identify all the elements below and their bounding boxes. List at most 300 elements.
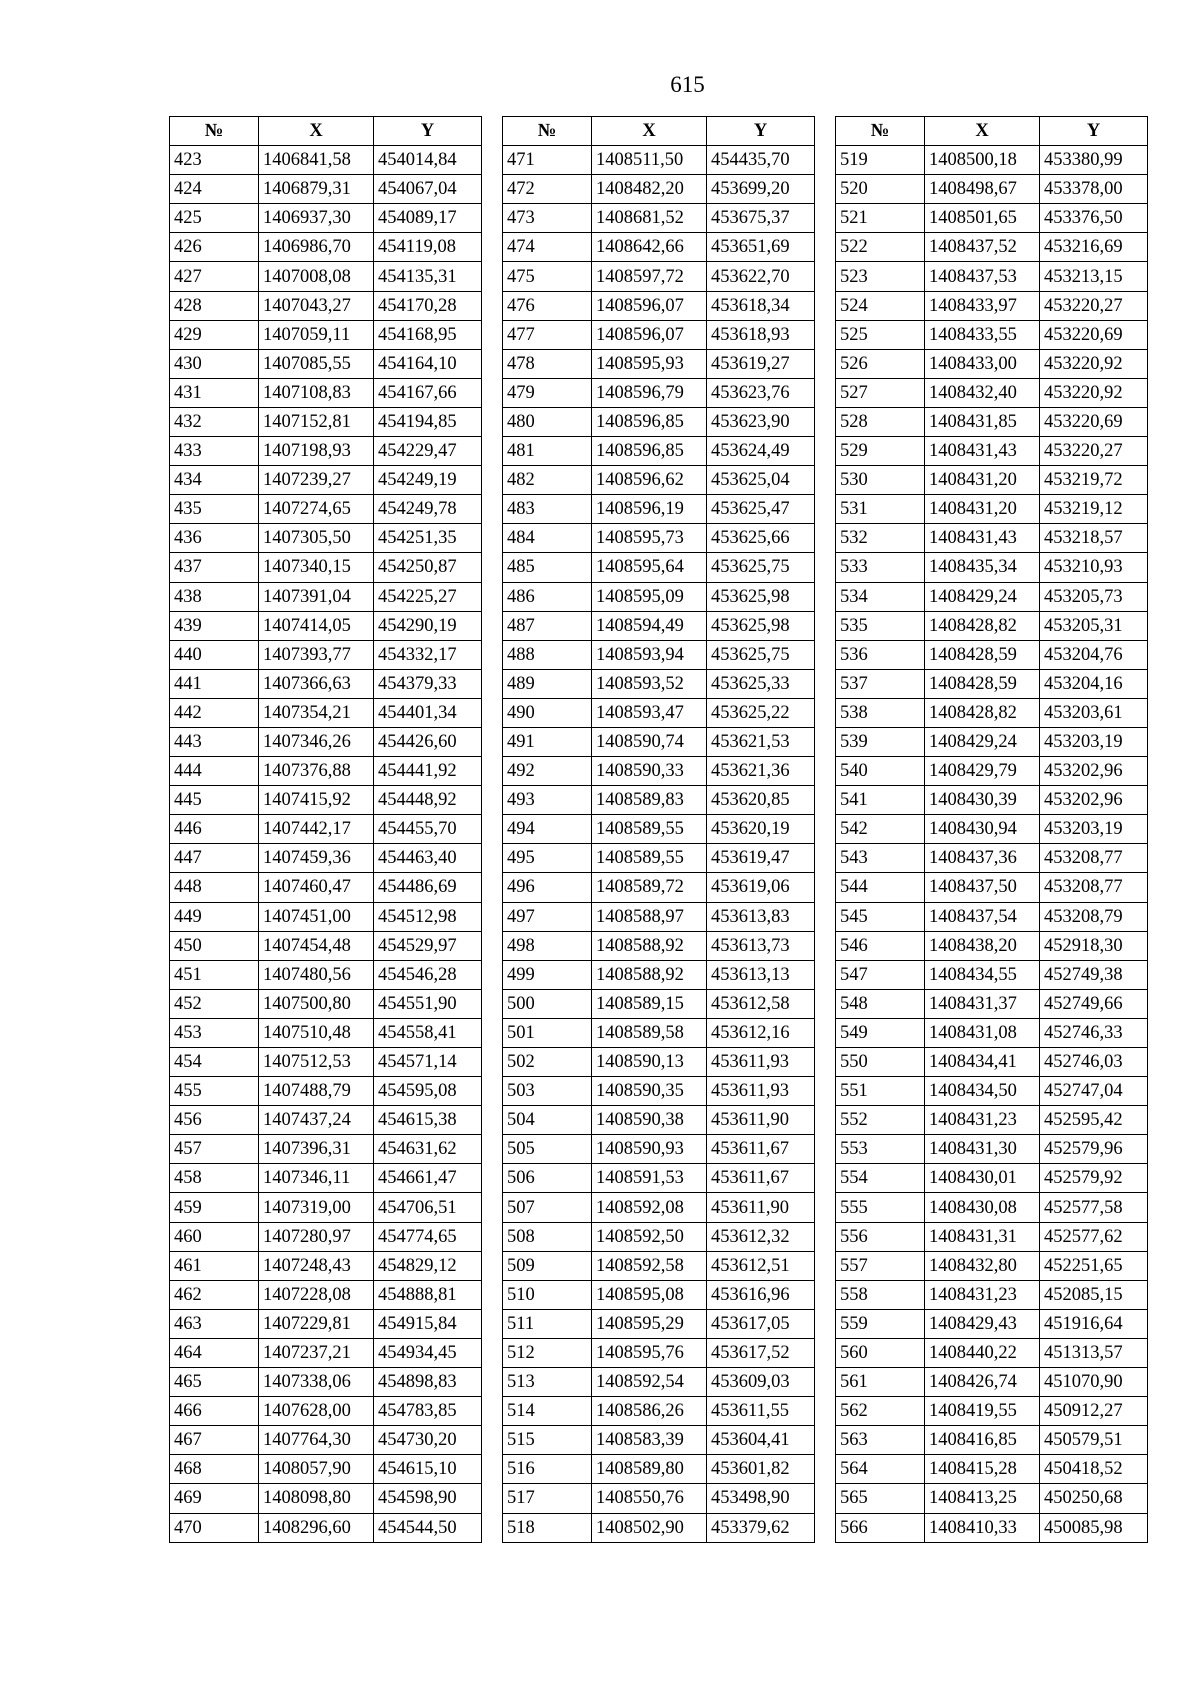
point-number-cell: 526 [836,349,925,378]
table-row [836,902,1148,931]
point-number-cell: 471 [503,146,592,175]
x-coordinate-cell: 1406841,58 [259,146,374,175]
x-coordinate-cell: 1408595,08 [592,1280,707,1309]
x-coordinate-cell: 1408511,50 [592,146,707,175]
y-coordinate-cell: 454463,40 [374,844,482,873]
column-header-y: Y [707,117,815,146]
y-coordinate-cell: 454290,19 [374,611,482,640]
table-row [170,1309,482,1338]
point-number-cell: 486 [503,582,592,611]
y-coordinate-cell: 454706,51 [374,1193,482,1222]
y-coordinate-cell: 453205,31 [1040,611,1148,640]
x-coordinate-cell: 1408591,53 [592,1164,707,1193]
point-number-cell: 557 [836,1251,925,1280]
point-number-cell: 566 [836,1513,925,1542]
x-coordinate-cell: 1408593,94 [592,640,707,669]
x-coordinate-cell: 1408592,58 [592,1251,707,1280]
point-number-cell: 512 [503,1338,592,1367]
table-row [503,1135,815,1164]
table-row [170,698,482,727]
x-coordinate-cell: 1408431,08 [925,1018,1040,1047]
point-number-cell: 430 [170,349,259,378]
point-number-cell: 431 [170,378,259,407]
x-coordinate-cell: 1408592,54 [592,1368,707,1397]
point-number-cell: 517 [503,1484,592,1513]
y-coordinate-cell: 453613,73 [707,931,815,960]
x-coordinate-cell: 1408433,55 [925,320,1040,349]
x-coordinate-cell: 1408590,38 [592,1106,707,1135]
x-coordinate-cell: 1408482,20 [592,175,707,204]
table-row [170,640,482,669]
column-header-x: X [925,117,1040,146]
x-coordinate-cell: 1408434,41 [925,1048,1040,1077]
point-number-cell: 477 [503,320,592,349]
table-row [170,1164,482,1193]
y-coordinate-cell: 454441,92 [374,757,482,786]
x-coordinate-cell: 1408586,26 [592,1397,707,1426]
table-row [170,175,482,204]
x-coordinate-cell: 1408595,73 [592,524,707,553]
point-number-cell: 507 [503,1193,592,1222]
point-number-cell: 552 [836,1106,925,1135]
x-coordinate-cell: 1407480,56 [259,960,374,989]
x-coordinate-cell: 1408589,55 [592,844,707,873]
x-coordinate-cell: 1407414,05 [259,611,374,640]
point-number-cell: 534 [836,582,925,611]
x-coordinate-cell: 1407415,92 [259,786,374,815]
y-coordinate-cell: 453699,20 [707,175,815,204]
y-coordinate-cell: 453220,27 [1040,291,1148,320]
x-coordinate-cell: 1408590,13 [592,1048,707,1077]
y-coordinate-cell: 452747,04 [1040,1077,1148,1106]
y-coordinate-cell: 453622,70 [707,262,815,291]
table-row [170,873,482,902]
point-number-cell: 427 [170,262,259,291]
x-coordinate-cell: 1408502,90 [592,1513,707,1542]
point-number-cell: 478 [503,349,592,378]
y-coordinate-cell: 454426,60 [374,727,482,756]
x-coordinate-cell: 1408431,20 [925,495,1040,524]
table-row [503,1222,815,1251]
point-number-cell: 565 [836,1484,925,1513]
point-number-cell: 549 [836,1018,925,1047]
y-coordinate-cell: 454546,28 [374,960,482,989]
x-coordinate-cell: 1408590,35 [592,1077,707,1106]
point-number-cell: 428 [170,291,259,320]
y-coordinate-cell: 454067,04 [374,175,482,204]
point-number-cell: 451 [170,960,259,989]
y-coordinate-cell: 454529,97 [374,931,482,960]
point-number-cell: 466 [170,1397,259,1426]
point-number-cell: 453 [170,1018,259,1047]
table-row [836,1106,1148,1135]
table-row [503,262,815,291]
x-coordinate-cell: 1408595,76 [592,1338,707,1367]
table-row [170,1106,482,1135]
x-coordinate-cell: 1408596,79 [592,378,707,407]
x-coordinate-cell: 1408432,40 [925,378,1040,407]
y-coordinate-cell: 454486,69 [374,873,482,902]
table-row [170,407,482,436]
point-number-cell: 509 [503,1251,592,1280]
table-row [503,582,815,611]
point-number-cell: 530 [836,466,925,495]
table-row [503,407,815,436]
table-row [503,495,815,524]
x-coordinate-cell: 1407459,36 [259,844,374,873]
point-number-cell: 490 [503,698,592,727]
x-coordinate-cell: 1408431,30 [925,1135,1040,1164]
table-row [170,349,482,378]
x-coordinate-cell: 1408057,90 [259,1455,374,1484]
x-coordinate-cell: 1408589,55 [592,815,707,844]
table-row [836,669,1148,698]
y-coordinate-cell: 451916,64 [1040,1309,1148,1338]
y-coordinate-cell: 454435,70 [707,146,815,175]
point-number-cell: 536 [836,640,925,669]
x-coordinate-cell: 1407229,81 [259,1309,374,1338]
table-row [503,1106,815,1135]
table-row [503,233,815,262]
column-header-y: Y [374,117,482,146]
table-row [836,1048,1148,1077]
table-header-row [836,117,1148,146]
x-coordinate-cell: 1408433,00 [925,349,1040,378]
y-coordinate-cell: 452746,03 [1040,1048,1148,1077]
y-coordinate-cell: 453625,22 [707,698,815,727]
x-coordinate-cell: 1408434,55 [925,960,1040,989]
point-number-cell: 542 [836,815,925,844]
y-coordinate-cell: 454164,10 [374,349,482,378]
point-number-cell: 459 [170,1193,259,1222]
x-coordinate-cell: 1408098,80 [259,1484,374,1513]
point-number-cell: 450 [170,931,259,960]
y-coordinate-cell: 454229,47 [374,437,482,466]
table-row [503,931,815,960]
point-number-cell: 537 [836,669,925,698]
y-coordinate-cell: 454615,38 [374,1106,482,1135]
y-coordinate-cell: 454249,78 [374,495,482,524]
x-coordinate-cell: 1408429,43 [925,1309,1040,1338]
table-row [170,1018,482,1047]
table-row [170,786,482,815]
table-row [170,1077,482,1106]
point-number-cell: 510 [503,1280,592,1309]
point-number-cell: 488 [503,640,592,669]
point-number-cell: 460 [170,1222,259,1251]
table-row [170,1193,482,1222]
x-coordinate-cell: 1408597,72 [592,262,707,291]
x-coordinate-cell: 1408410,33 [925,1513,1040,1542]
table-header-row [503,117,815,146]
point-number-cell: 547 [836,960,925,989]
y-coordinate-cell: 453202,96 [1040,757,1148,786]
y-coordinate-cell: 453213,15 [1040,262,1148,291]
table-row [503,757,815,786]
y-coordinate-cell: 453623,76 [707,378,815,407]
table-row [836,1135,1148,1164]
point-number-cell: 426 [170,233,259,262]
point-number-cell: 434 [170,466,259,495]
y-coordinate-cell: 453219,12 [1040,495,1148,524]
table-row [836,757,1148,786]
y-coordinate-cell: 452577,62 [1040,1222,1148,1251]
table-row [836,960,1148,989]
x-coordinate-cell: 1408596,19 [592,495,707,524]
table-row [503,320,815,349]
table-body [503,146,815,1543]
y-coordinate-cell: 453612,58 [707,989,815,1018]
x-coordinate-cell: 1407354,21 [259,698,374,727]
table-row [503,349,815,378]
column-header-x: X [592,117,707,146]
y-coordinate-cell: 451070,90 [1040,1368,1148,1397]
point-number-cell: 495 [503,844,592,873]
x-coordinate-cell: 1407280,97 [259,1222,374,1251]
x-coordinate-cell: 1407512,53 [259,1048,374,1077]
table-row [170,960,482,989]
x-coordinate-cell: 1408596,07 [592,291,707,320]
y-coordinate-cell: 453621,36 [707,757,815,786]
table-row [836,407,1148,436]
point-number-cell: 518 [503,1513,592,1542]
x-coordinate-cell: 1408435,34 [925,553,1040,582]
x-coordinate-cell: 1407274,65 [259,495,374,524]
table-row [836,320,1148,349]
y-coordinate-cell: 454898,83 [374,1368,482,1397]
y-coordinate-cell: 453619,47 [707,844,815,873]
x-coordinate-cell: 1408428,59 [925,669,1040,698]
x-coordinate-cell: 1407152,81 [259,407,374,436]
table-row [836,553,1148,582]
table-row [503,698,815,727]
table-row [836,378,1148,407]
y-coordinate-cell: 453378,00 [1040,175,1148,204]
table-row [170,291,482,320]
point-number-cell: 483 [503,495,592,524]
table-row [503,1077,815,1106]
x-coordinate-cell: 1408589,15 [592,989,707,1018]
point-number-cell: 501 [503,1018,592,1047]
point-number-cell: 561 [836,1368,925,1397]
point-number-cell: 532 [836,524,925,553]
y-coordinate-cell: 452579,92 [1040,1164,1148,1193]
table-row [836,582,1148,611]
y-coordinate-cell: 454934,45 [374,1338,482,1367]
y-coordinate-cell: 454774,65 [374,1222,482,1251]
point-number-cell: 535 [836,611,925,640]
table-row [836,466,1148,495]
y-coordinate-cell: 450418,52 [1040,1455,1148,1484]
column-header-number: № [836,117,925,146]
y-coordinate-cell: 453609,03 [707,1368,815,1397]
point-number-cell: 443 [170,727,259,756]
point-number-cell: 516 [503,1455,592,1484]
y-coordinate-cell: 453208,79 [1040,902,1148,931]
y-coordinate-cell: 454194,85 [374,407,482,436]
x-coordinate-cell: 1408642,66 [592,233,707,262]
y-coordinate-cell: 453611,90 [707,1106,815,1135]
point-number-cell: 538 [836,698,925,727]
point-number-cell: 502 [503,1048,592,1077]
x-coordinate-cell: 1408589,80 [592,1455,707,1484]
table-row [503,1018,815,1047]
point-number-cell: 458 [170,1164,259,1193]
table-row [170,1426,482,1455]
y-coordinate-cell: 453617,05 [707,1309,815,1338]
y-coordinate-cell: 453611,67 [707,1135,815,1164]
x-coordinate-cell: 1408431,43 [925,524,1040,553]
x-coordinate-cell: 1408426,74 [925,1368,1040,1397]
y-coordinate-cell: 454595,08 [374,1077,482,1106]
point-number-cell: 461 [170,1251,259,1280]
x-coordinate-cell: 1407248,43 [259,1251,374,1280]
x-coordinate-cell: 1408550,76 [592,1484,707,1513]
point-number-cell: 436 [170,524,259,553]
y-coordinate-cell: 454661,47 [374,1164,482,1193]
table-row [170,320,482,349]
table-row [836,786,1148,815]
point-number-cell: 528 [836,407,925,436]
table-row [170,1280,482,1309]
x-coordinate-cell: 1408437,53 [925,262,1040,291]
y-coordinate-cell: 453203,19 [1040,727,1148,756]
y-coordinate-cell: 454615,10 [374,1455,482,1484]
x-coordinate-cell: 1407437,24 [259,1106,374,1135]
table-row [170,1222,482,1251]
x-coordinate-cell: 1408590,74 [592,727,707,756]
point-number-cell: 544 [836,873,925,902]
point-number-cell: 437 [170,553,259,582]
table-row [170,611,482,640]
y-coordinate-cell: 453618,93 [707,320,815,349]
x-coordinate-cell: 1408595,29 [592,1309,707,1338]
point-number-cell: 506 [503,1164,592,1193]
point-number-cell: 514 [503,1397,592,1426]
y-coordinate-cell: 452579,96 [1040,1135,1148,1164]
x-coordinate-cell: 1408437,52 [925,233,1040,262]
point-number-cell: 473 [503,204,592,233]
point-number-cell: 525 [836,320,925,349]
table-row [503,1484,815,1513]
table-row [503,786,815,815]
table-row [170,204,482,233]
x-coordinate-cell: 1407628,00 [259,1397,374,1426]
table-row [503,553,815,582]
point-number-cell: 444 [170,757,259,786]
y-coordinate-cell: 454730,20 [374,1426,482,1455]
y-coordinate-cell: 453220,92 [1040,378,1148,407]
point-number-cell: 519 [836,146,925,175]
x-coordinate-cell: 1408437,36 [925,844,1040,873]
table-row [503,815,815,844]
x-coordinate-cell: 1408588,92 [592,960,707,989]
y-coordinate-cell: 453202,96 [1040,786,1148,815]
table-body [170,146,482,1543]
y-coordinate-cell: 454558,41 [374,1018,482,1047]
y-coordinate-cell: 454512,98 [374,902,482,931]
table-row [170,844,482,873]
x-coordinate-cell: 1408593,52 [592,669,707,698]
point-number-cell: 543 [836,844,925,873]
y-coordinate-cell: 454170,28 [374,291,482,320]
y-coordinate-cell: 452749,38 [1040,960,1148,989]
x-coordinate-cell: 1408431,23 [925,1106,1040,1135]
table-row [503,1048,815,1077]
table-row [836,931,1148,960]
table-row [170,1251,482,1280]
y-coordinate-cell: 454249,19 [374,466,482,495]
point-number-cell: 448 [170,873,259,902]
y-coordinate-cell: 454783,85 [374,1397,482,1426]
table-row [836,815,1148,844]
y-coordinate-cell: 453624,49 [707,437,815,466]
table-row [836,844,1148,873]
y-coordinate-cell: 454014,84 [374,146,482,175]
y-coordinate-cell: 453611,67 [707,1164,815,1193]
x-coordinate-cell: 1407442,17 [259,815,374,844]
point-number-cell: 500 [503,989,592,1018]
x-coordinate-cell: 1408595,09 [592,582,707,611]
x-coordinate-cell: 1407043,27 [259,291,374,320]
point-number-cell: 464 [170,1338,259,1367]
table-row [503,1513,815,1542]
point-number-cell: 545 [836,902,925,931]
y-coordinate-cell: 453220,27 [1040,437,1148,466]
table-row [836,262,1148,291]
point-number-cell: 487 [503,611,592,640]
table-row [836,495,1148,524]
y-coordinate-cell: 453620,85 [707,786,815,815]
x-coordinate-cell: 1407346,26 [259,727,374,756]
table-row [503,873,815,902]
x-coordinate-cell: 1407340,15 [259,553,374,582]
table-row [503,378,815,407]
y-coordinate-cell: 453611,93 [707,1077,815,1106]
point-number-cell: 493 [503,786,592,815]
table-row [503,611,815,640]
x-coordinate-cell: 1407764,30 [259,1426,374,1455]
coordinates-table-1 [169,116,482,1543]
y-coordinate-cell: 453621,53 [707,727,815,756]
table-row [836,1484,1148,1513]
point-number-cell: 521 [836,204,925,233]
x-coordinate-cell: 1408428,82 [925,698,1040,727]
x-coordinate-cell: 1407198,93 [259,437,374,466]
x-coordinate-cell: 1408428,59 [925,640,1040,669]
point-number-cell: 529 [836,437,925,466]
x-coordinate-cell: 1408432,80 [925,1251,1040,1280]
y-coordinate-cell: 453618,34 [707,291,815,320]
x-coordinate-cell: 1407393,77 [259,640,374,669]
y-coordinate-cell: 453611,90 [707,1193,815,1222]
table-row [836,233,1148,262]
y-coordinate-cell: 454448,92 [374,786,482,815]
point-number-cell: 524 [836,291,925,320]
y-coordinate-cell: 453612,32 [707,1222,815,1251]
x-coordinate-cell: 1407059,11 [259,320,374,349]
table-row [503,1426,815,1455]
x-coordinate-cell: 1408430,08 [925,1193,1040,1222]
point-number-cell: 511 [503,1309,592,1338]
table-row [503,1338,815,1367]
table-row [503,1309,815,1338]
table-row [170,902,482,931]
x-coordinate-cell: 1408431,37 [925,989,1040,1018]
y-coordinate-cell: 454888,81 [374,1280,482,1309]
y-coordinate-cell: 453625,66 [707,524,815,553]
point-number-cell: 462 [170,1280,259,1309]
